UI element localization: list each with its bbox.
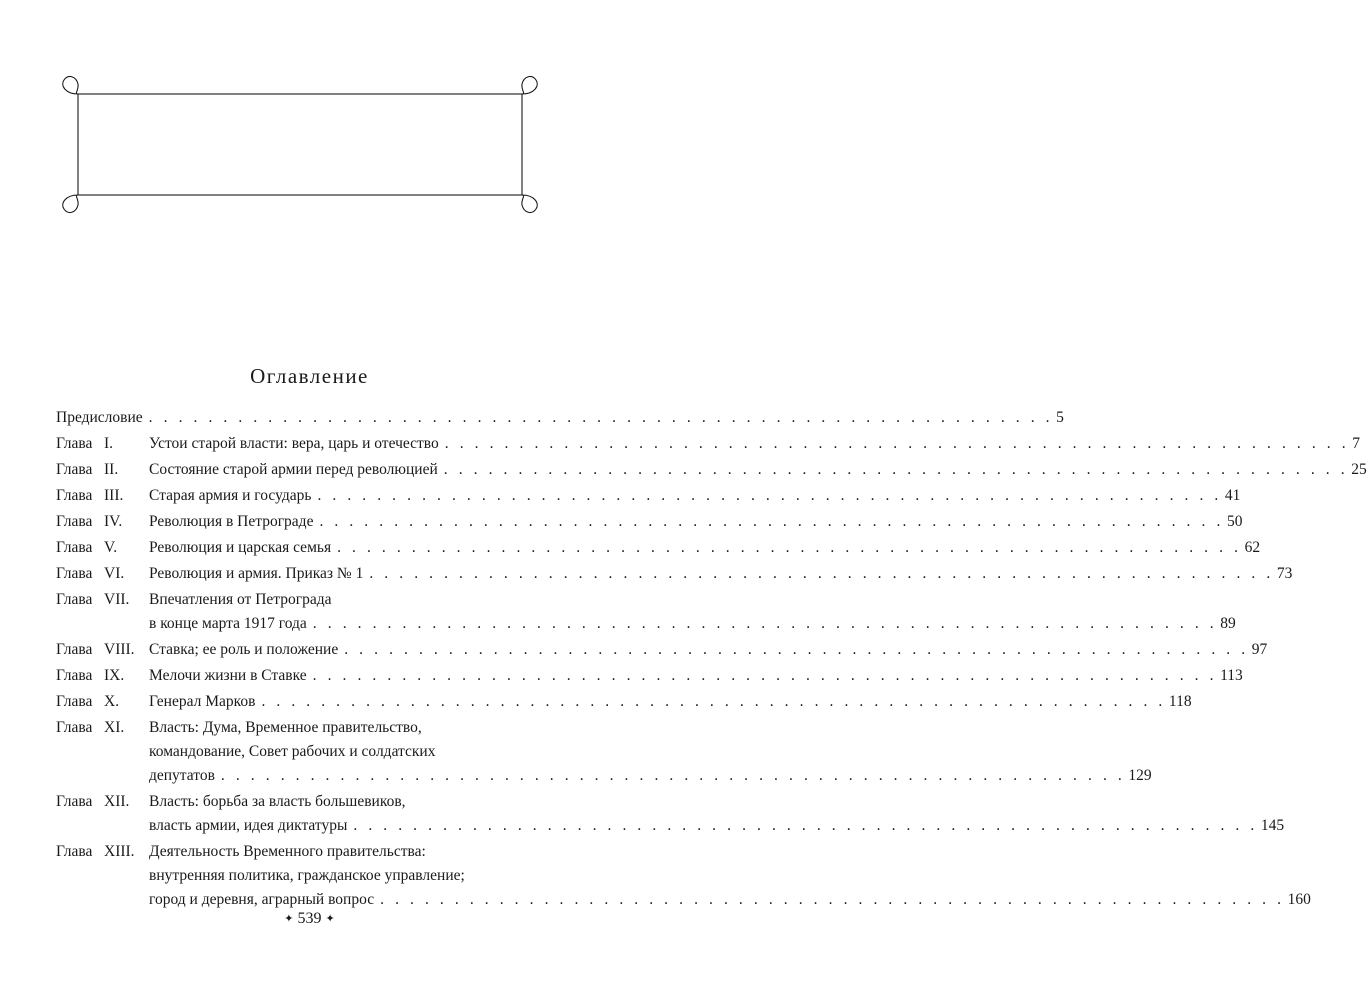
dot-leader: . . . . . . . . . . . . . . . . . . . . . . . . . . . . . . . . . . . . . . . . . . . . . . . . . . . . . . . . . . . . . (148, 409, 1054, 426)
dot-leader: . . . . . . . . . . . . . . . . . . . . . . . . . . . . . . . . . . . . . . . . . . . . . . . . . . . . . . . . . . . . . (369, 565, 1274, 582)
chapter-title-line: Мелочи жизни в Ставке (149, 667, 307, 684)
chapter-word: Глава (56, 719, 93, 736)
chapter-title (149, 562, 1293, 586)
chapter-title-line: командование, Совет рабочих и солдатских (149, 743, 436, 760)
page-ref: 89 (1220, 615, 1236, 632)
ornament-right-icon: ✦ (325, 913, 335, 925)
toc-entry (56, 588, 1236, 636)
chapter-label (56, 458, 148, 482)
chapter-word: Глава (56, 435, 93, 452)
page-ref: 5 (1056, 409, 1064, 426)
page-ref: 25 (1351, 461, 1367, 478)
chapter-word: Глава (56, 591, 93, 608)
chapter-title-last-line (149, 690, 1192, 714)
chapter-number: X. (104, 693, 120, 710)
chapter-title-last-line (149, 888, 1311, 912)
page-ref: 160 (1287, 891, 1311, 908)
toc-entry (56, 716, 1152, 788)
chapter-number: I. (104, 435, 114, 452)
chapter-label (56, 562, 148, 586)
dot-leader: . . . . . . . . . . . . . . . . . . . . . . . . . . . . . . . . . . . . . . . . . . . . . . . . . . . . . . . . . . . . . (353, 817, 1258, 834)
chapter-word: Глава (56, 843, 93, 860)
page-ref: 118 (1168, 693, 1192, 710)
dot-leader: . . . . . . . . . . . . . . . . . . . . . . . . . . . . . . . . . . . . . . . . . . . . . . . . . . . . . . . . . . . . . (444, 435, 1350, 452)
chapter-word: Глава (56, 461, 93, 478)
chapter-title-last-line (149, 536, 1261, 560)
chapter-title-line: в конце марта 1917 года (149, 615, 307, 632)
chapter-word: Глава (56, 513, 93, 530)
dot-leader: . . . . . . . . . . . . . . . . . . . . . . . . . . . . . . . . . . . . . . . . . . . . . . . . . . . . . . . . . . . . . (443, 461, 1349, 478)
page-number (0, 910, 619, 928)
chapter-title-line: Старая армия и государь (149, 487, 312, 504)
chapter-title (149, 536, 1261, 560)
chapter-title-line: Устои старой власти: вера, царь и отечество (149, 435, 439, 452)
dot-leader: . . . . . . . . . . . . . . . . . . . . . . . . . . . . . . . . . . . . . . . . . . . . . . . . . . . . . . . . . . . . . (344, 641, 1249, 658)
chapter-title-line: внутренняя политика, гражданское управление; (149, 867, 465, 884)
chapter-title-last-line (149, 510, 1243, 534)
chapter-title-line: Генерал Марков (149, 693, 256, 710)
chapter-title-last-line (149, 458, 1367, 482)
chapter-title-line: Революция в Петрограде (149, 513, 314, 530)
dot-leader: . . . . . . . . . . . . . . . . . . . . . . . . . . . . . . . . . . . . . . . . . . . . . . . . . . . . . . . . . . . . . (261, 693, 1166, 710)
toc-entry (56, 638, 1268, 662)
chapter-label (56, 638, 148, 662)
chapter-number: IV. (104, 513, 123, 530)
chapter-title-line: Деятельность Временного правительства: (149, 843, 426, 860)
toc-entry (56, 406, 1064, 430)
table-of-contents (56, 406, 1367, 914)
chapter-number: III. (104, 487, 124, 504)
chapter-title-line: власть армии, идея диктатуры (149, 817, 348, 834)
chapter-number: XIII. (104, 843, 135, 860)
chapter-word: Глава (56, 565, 93, 582)
chapter-word: Глава (56, 667, 93, 684)
toc-entry (56, 458, 1367, 482)
chapter-title (149, 432, 1360, 456)
chapter-label (56, 664, 148, 688)
dot-leader: . . . . . . . . . . . . . . . . . . . . . . . . . . . . . . . . . . . . . . . . . . . . . . . . . . . . . . . . . . . . . (380, 891, 1285, 908)
chapter-title (149, 840, 1311, 912)
chapter-number: VI. (104, 565, 125, 582)
chapter-word: Глава (56, 641, 93, 658)
chapter-title-line: Впечатления от Петрограда (149, 591, 332, 608)
toc-entry (56, 690, 1192, 714)
ornamental-frame-icon (58, 72, 542, 217)
chapter-number: XI. (104, 719, 125, 736)
chapter-title (149, 664, 1243, 688)
chapter-title (149, 588, 1236, 636)
chapter-label (56, 690, 148, 714)
toc-entry (56, 664, 1243, 688)
toc-entry (56, 562, 1293, 586)
chapter-title-last-line (149, 484, 1241, 508)
chapter-title-last-line (149, 664, 1243, 688)
page-ref: 7 (1352, 435, 1360, 452)
toc-entry (56, 510, 1243, 534)
chapter-number: II. (104, 461, 119, 478)
chapter-title-line: Власть: борьба за власть большевиков, (149, 793, 406, 810)
chapter-label (56, 716, 148, 740)
chapter-title-line: Революция и армия. Приказ № 1 (149, 565, 364, 582)
chapter-word: Глава (56, 487, 93, 504)
chapter-title-line: депутатов (149, 767, 215, 784)
dot-leader: . . . . . . . . . . . . . . . . . . . . . . . . . . . . . . . . . . . . . . . . . . . . . . . . . . . . . . . . . . . . . (317, 487, 1222, 504)
dot-leader: . . . . . . . . . . . . . . . . . . . . . . . . . . . . . . . . . . . . . . . . . . . . . . . . . . . . . . . . . . . . . (312, 667, 1218, 684)
chapter-number: IX. (104, 667, 125, 684)
toc-entry (56, 790, 1285, 838)
decorative-frame (58, 72, 542, 217)
chapter-word: Глава (56, 693, 93, 710)
chapter-title-line: Власть: Дума, Временное правительство, (149, 719, 422, 736)
page-ref: 113 (1220, 667, 1243, 684)
chapter-label (56, 588, 148, 612)
toc-entry (56, 484, 1241, 508)
chapter-word: Глава (56, 539, 93, 556)
page-number-value: 539 (297, 910, 322, 927)
page-ref: 50 (1226, 513, 1243, 530)
chapter-word: Глава (56, 793, 93, 810)
ornament-left-icon: ✦ (284, 913, 294, 925)
chapter-label (56, 484, 148, 508)
chapter-title-last-line (56, 406, 1064, 430)
chapter-title-line: Состояние старой армии перед революцией (149, 461, 438, 478)
dot-leader: . . . . . . . . . . . . . . . . . . . . . . . . . . . . . . . . . . . . . . . . . . . . . . . . . . . . . . . . . . . . . (312, 615, 1218, 632)
chapter-title-line: город и деревня, аграрный вопрос (149, 891, 375, 908)
chapter-title-line: Революция и царская семья (149, 539, 332, 556)
chapter-title-last-line (149, 764, 1152, 788)
chapter-title-line: Ставка; ее роль и положение (149, 641, 339, 658)
page-ref: 97 (1251, 641, 1268, 658)
toc-entry (56, 840, 1311, 912)
chapter-number: V. (104, 539, 118, 556)
chapter-number: VII. (104, 591, 130, 608)
page-ref: 41 (1224, 487, 1241, 504)
page-ref: 73 (1276, 565, 1293, 582)
chapter-title (149, 458, 1367, 482)
chapter-label (56, 840, 148, 864)
chapter-title (149, 716, 1152, 788)
chapter-label (56, 510, 148, 534)
chapter-title-last-line (149, 638, 1268, 662)
chapter-title-last-line (149, 814, 1285, 838)
chapter-label (56, 432, 148, 456)
dot-leader: . . . . . . . . . . . . . . . . . . . . . . . . . . . . . . . . . . . . . . . . . . . . . . . . . . . . . . . . . . . . . (337, 539, 1242, 556)
toc-entry (56, 432, 1360, 456)
page-ref: 145 (1260, 817, 1285, 834)
chapter-title (149, 790, 1285, 838)
chapter-number: VIII. (104, 641, 135, 658)
chapter-title (56, 406, 1064, 430)
page-ref: 129 (1128, 767, 1152, 784)
page-title: Оглавление (250, 364, 369, 388)
chapter-title (149, 484, 1241, 508)
chapter-title-last-line (149, 562, 1293, 586)
toc-entry (56, 536, 1261, 560)
chapter-label (56, 536, 148, 560)
chapter-number: XII. (104, 793, 130, 810)
page-ref: 62 (1244, 539, 1261, 556)
chapter-title (149, 510, 1243, 534)
chapter-title (149, 690, 1192, 714)
dot-leader: . . . . . . . . . . . . . . . . . . . . . . . . . . . . . . . . . . . . . . . . . . . . . . . . . . . . . . . . . . . . . (220, 767, 1126, 784)
chapter-title-line: Предисловие (56, 409, 143, 426)
chapter-label (56, 790, 148, 814)
chapter-title-last-line (149, 432, 1360, 456)
chapter-title (149, 638, 1268, 662)
chapter-title-last-line (149, 612, 1236, 636)
dot-leader: . . . . . . . . . . . . . . . . . . . . . . . . . . . . . . . . . . . . . . . . . . . . . . . . . . . . . . . . . . . . . (319, 513, 1224, 530)
